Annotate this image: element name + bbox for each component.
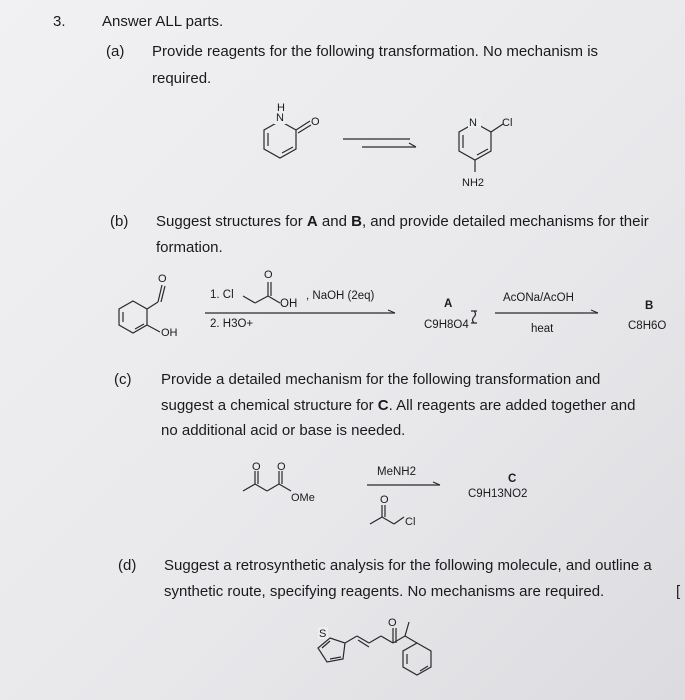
part-b-compound-b-formula: C8H6O: [628, 320, 667, 332]
part-d-o-atom: O: [388, 617, 397, 629]
part-d-text-line1: Suggest a retrosynthetic analysis for the following molecule, and outline a: [164, 557, 652, 574]
part-b-reagent-o-atom: O: [264, 269, 273, 281]
part-b-label: (b): [110, 213, 129, 230]
part-d-marks: [: [676, 583, 681, 600]
part-a-product: [459, 116, 512, 189]
part-b-starting-material: [119, 273, 178, 339]
part-b-text-line2: formation.: [156, 239, 223, 256]
part-c-compound-c: C: [508, 473, 517, 485]
part-a-text-line1: Provide reagents for the following transformation. No mechanism is: [152, 43, 599, 60]
part-b-compound-b: B: [645, 300, 654, 312]
part-b-reagent3-condition: heat: [531, 323, 554, 335]
part-c-text-line1: Provide a detailed mechanism for the following transformation and: [161, 371, 601, 388]
part-d-s-atom: S: [319, 628, 327, 640]
part-a-text-line2: required.: [152, 70, 212, 87]
part-b-compound-a: A: [444, 298, 453, 310]
part-b-oh: OH: [161, 327, 178, 339]
part-a-label: (a): [106, 43, 125, 60]
part-b-reagent3: AcONa/AcOH: [503, 292, 574, 304]
part-d-target-molecule: [318, 617, 431, 675]
part-b-squiggle: [471, 311, 477, 323]
question-number: 3.: [53, 13, 66, 30]
part-c-chloroacetone: [370, 494, 415, 528]
part-c-text-line3: no additional acid or base is needed.: [161, 422, 406, 439]
part-a-n-atom: N: [276, 112, 284, 124]
part-a-starting-material: [264, 102, 320, 158]
part-d-text-line2: synthetic route, specifying reagents. No mechanisms are required.: [164, 583, 605, 600]
part-c-reagent-o-atom: O: [380, 494, 389, 506]
part-b-reagent1: 1. Cl: [210, 289, 234, 301]
part-b-reagent2: 2. H3O+: [210, 318, 254, 330]
part-b-reagent1-tail: , NaOH (2eq): [306, 290, 375, 302]
part-b-text-line1: Suggest structures for A and B, and provide detailed mechanisms for their: [156, 213, 649, 230]
part-c-ome: OMe: [291, 492, 315, 504]
part-b-compound-a-formula: C9H8O4: [424, 319, 469, 331]
part-a-h-atom: H: [277, 102, 285, 114]
part-c-starting-material: [243, 461, 315, 504]
part-c-reagent: MeNH2: [377, 466, 416, 478]
part-c-compound-c-formula: C9H13NO2: [468, 488, 528, 500]
part-b-chloroacetic-acid: [243, 269, 280, 303]
part-a-o-atom: O: [311, 116, 320, 128]
part-c-text-line2: suggest a chemical structure for C. All reagents are added together and: [161, 397, 636, 414]
part-b-o-atom: O: [158, 273, 167, 285]
part-a-arrow: [343, 139, 416, 147]
part-a-product-cl-atom: Cl: [502, 117, 513, 129]
part-d-label: (d): [118, 557, 137, 574]
part-c-o1-atom: O: [252, 461, 261, 473]
part-a-product-nh2: NH2: [462, 177, 485, 189]
part-a-product-n-atom: N: [469, 117, 477, 129]
part-c-label: (c): [114, 371, 132, 388]
part-b-reagent1-oh: OH: [280, 298, 298, 310]
part-c-reagent-cl-atom: Cl: [405, 516, 416, 528]
question-heading: Answer ALL parts.: [102, 13, 224, 30]
part-c-o2-atom: O: [277, 461, 286, 473]
